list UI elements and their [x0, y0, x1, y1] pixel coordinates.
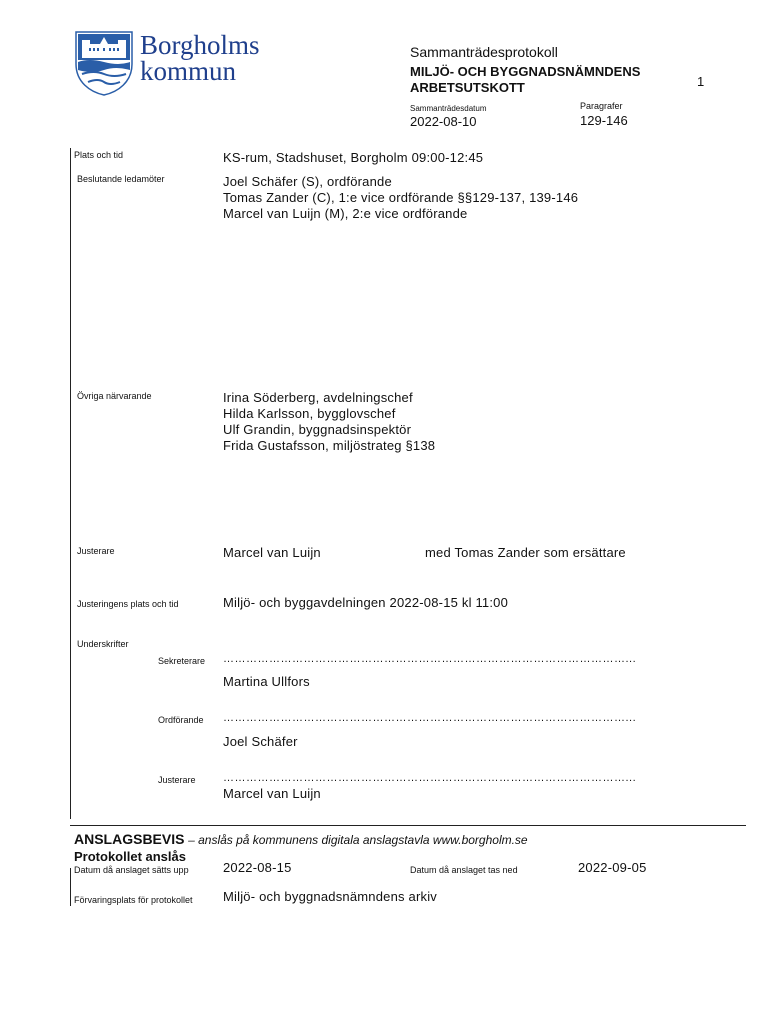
posted-heading: Protokollet anslås — [74, 849, 186, 864]
signature-role: Sekreterare — [158, 656, 206, 666]
other-attendee-line: Irina Söderberg, avdelningschef — [223, 390, 413, 405]
removed-date-value: 2022-09-05 — [578, 860, 647, 875]
committee-name-line1: MILJÖ- OCH BYGGNADSNÄMNDENS — [410, 64, 641, 79]
place-label: Plats och tid — [74, 150, 124, 160]
adjuster-substitute: med Tomas Zander som ersättare — [425, 545, 626, 560]
signature-role: Justerare — [158, 775, 196, 785]
signature-role: Ordförande — [158, 715, 204, 725]
signature-name: Marcel van Luijn — [223, 786, 321, 801]
paragraphs-value: 129-146 — [580, 113, 628, 128]
brand-name-line1: Borgholms — [140, 30, 260, 60]
signature-name: Martina Ullfors — [223, 674, 310, 689]
left-margin-rule — [70, 148, 71, 819]
posted-date-value: 2022-08-15 — [223, 860, 292, 875]
document-type: Sammanträdesprotokoll — [410, 44, 558, 60]
member-line: Joel Schäfer (S), ordförande — [223, 174, 392, 189]
member-line: Marcel van Luijn (M), 2:e vice ordförande — [223, 206, 468, 221]
others-label: Övriga närvarande — [77, 391, 152, 401]
notice-subtitle: – anslås på kommunens digitala anslagstavla www.borgholm.se — [188, 833, 528, 847]
signature-line: ……………………………………………………………………………………………... — [223, 653, 637, 665]
brand-name-line2: kommun — [140, 56, 237, 86]
adjustment-place-value: Miljö- och byggavdelningen 2022-08-15 kl 11:00 — [223, 595, 509, 610]
other-attendee-line: Hilda Karlsson, bygglovschef — [223, 406, 396, 421]
notice-heading — [74, 831, 528, 847]
signatures-label: Underskrifter — [77, 639, 129, 649]
paragraphs-label: Paragrafer — [580, 101, 623, 111]
committee-name-line2: ARBETSUTSKOTT — [410, 80, 525, 95]
place-value: KS-rum, Stadshuset, Borgholm 09:00-12:45 — [223, 150, 484, 165]
borgholm-coat-of-arms-logo — [74, 30, 134, 96]
other-attendee-line: Frida Gustafsson, miljöstrateg §138 — [223, 438, 436, 453]
storage-label: Förvaringsplats för protokollet — [74, 895, 193, 905]
posted-date-label: Datum då anslaget sätts upp — [74, 865, 189, 875]
other-attendee-line: Ulf Grandin, byggnadsinspektör — [223, 422, 412, 437]
member-line: Tomas Zander (C), 1:e vice ordförande §§129-137, 139-146 — [223, 190, 579, 205]
notice-divider — [70, 825, 746, 826]
meeting-date-label: Sammanträdesdatum — [410, 104, 487, 113]
page-number: 1 — [697, 74, 705, 89]
notice-title: ANSLAGSBEVIS — [74, 831, 185, 847]
meeting-date-value: 2022-08-10 — [410, 114, 477, 129]
members-label: Beslutande ledamöter — [77, 174, 165, 184]
removed-date-label: Datum då anslaget tas ned — [410, 865, 518, 875]
signature-line: ……………………………………………………………………………………………... — [223, 712, 637, 724]
adjustment-place-label: Justeringens plats och tid — [77, 599, 179, 609]
signature-line: ……………………………………………………………………………………………... — [223, 772, 637, 784]
adjuster-label: Justerare — [77, 546, 115, 556]
signature-name: Joel Schäfer — [223, 734, 298, 749]
adjuster-value: Marcel van Luijn — [223, 545, 321, 560]
storage-value: Miljö- och byggnadsnämndens arkiv — [223, 889, 437, 904]
notice-left-rule — [70, 868, 71, 906]
